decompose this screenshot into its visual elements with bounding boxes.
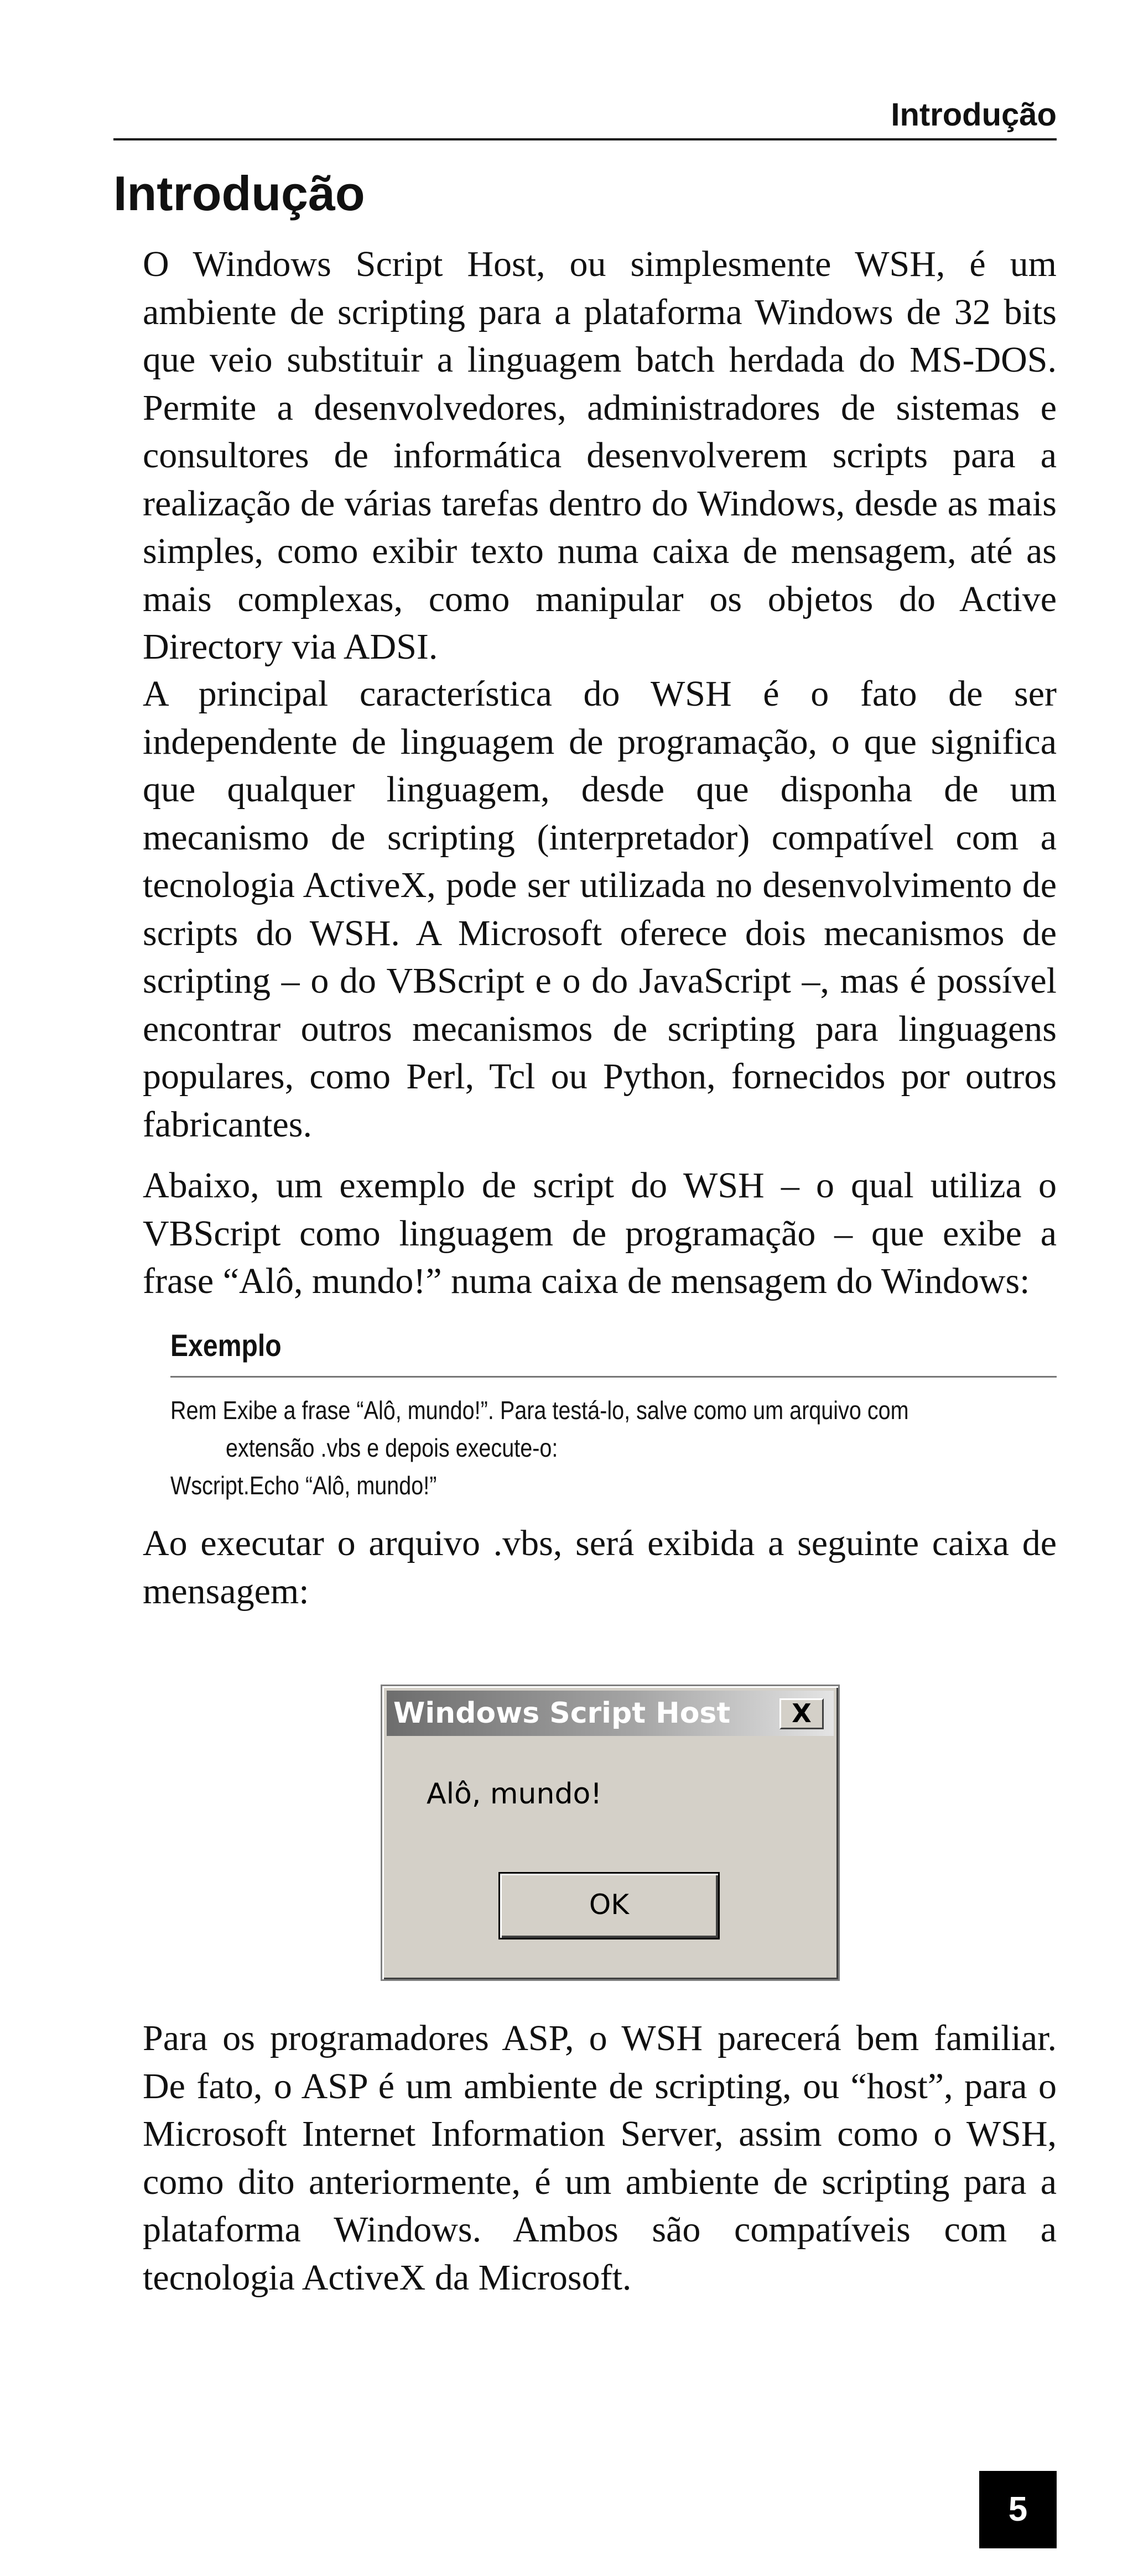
dialog-titlebar bbox=[387, 1691, 834, 1736]
header-rule bbox=[113, 138, 1057, 140]
example-label: Exemplo bbox=[170, 1328, 282, 1363]
dialog-title: Windows Script Host bbox=[393, 1697, 731, 1730]
page-number: 5 bbox=[979, 2471, 1057, 2548]
paragraph-example-intro: Abaixo, um exemplo de script do WSH – o qual utiliza o VBScript como linguagem de programação – que exibe a frase “Alô, mundo!” numa caixa de mensagem do Windows: bbox=[143, 1165, 1057, 1301]
ok-button[interactable]: OK bbox=[498, 1872, 720, 1939]
close-button[interactable]: X bbox=[779, 1698, 824, 1729]
code-line: Rem Exibe a frase “Alô, mundo!”. Para testá-lo, salve como um arquivo com bbox=[170, 1396, 909, 1425]
example-rule bbox=[170, 1376, 1057, 1378]
running-head: Introdução bbox=[891, 97, 1057, 133]
code-line-continuation: extensão .vbs e depois execute-o: bbox=[226, 1433, 558, 1462]
message-box-screenshot bbox=[381, 1685, 840, 1981]
paragraph-run-result: Ao executar o arquivo .vbs, será exibida a seguinte caixa de mensagem: bbox=[143, 1523, 1057, 1612]
paragraph-intro: O Windows Script Host, ou simplesmente WSH, é um ambiente de scripting para a plataforma Windows de 32 bits que veio substituir a linguagem batch herdada do MS-DOS. Permite a desenvolvedores, administradores de sistemas e consultores de informática desenvolverem scripts para a realização de várias tarefas dentro do Windows, desde as mais simples, como exibir texto numa caixa de mensagem, até as mais complexas, como manipular os objetos do Active Directory via ADSI. bbox=[143, 244, 1057, 667]
paragraph-asp-comparison: Para os programadores ASP, o WSH parecerá bem familiar. De fato, o ASP é um ambiente de scripting, ou “host”, para o Microsoft Internet Information Server, assim como o WSH, como dito anteriormente, é um ambiente de scripting para a plataforma Windows. Ambos são compatíveis com a tecnologia ActiveX da Microsoft. bbox=[143, 2018, 1057, 2298]
code-line: Wscript.Echo “Alô, mundo!” bbox=[170, 1471, 437, 1500]
chapter-title: Introdução bbox=[113, 166, 365, 221]
dialog-message: Alô, mundo! bbox=[427, 1777, 602, 1811]
paragraph-language-independence: A principal característica do WSH é o fato de ser independente de linguagem de programação, o que significa que qualquer linguagem, desde que disponha de um mecanismo de scripting (interpretador) compatível com a tecnologia ActiveX, pode ser utilizada no desenvolvimento de scripts do WSH. A Microsoft oferece dois mecanismos de scripting – o do VBScript e o do JavaScript –, mas é possível encontrar outros mecanismos de scripting para linguagens populares, como Perl, Tcl ou Python, fornecidos por outros fabricantes. bbox=[143, 674, 1057, 1145]
